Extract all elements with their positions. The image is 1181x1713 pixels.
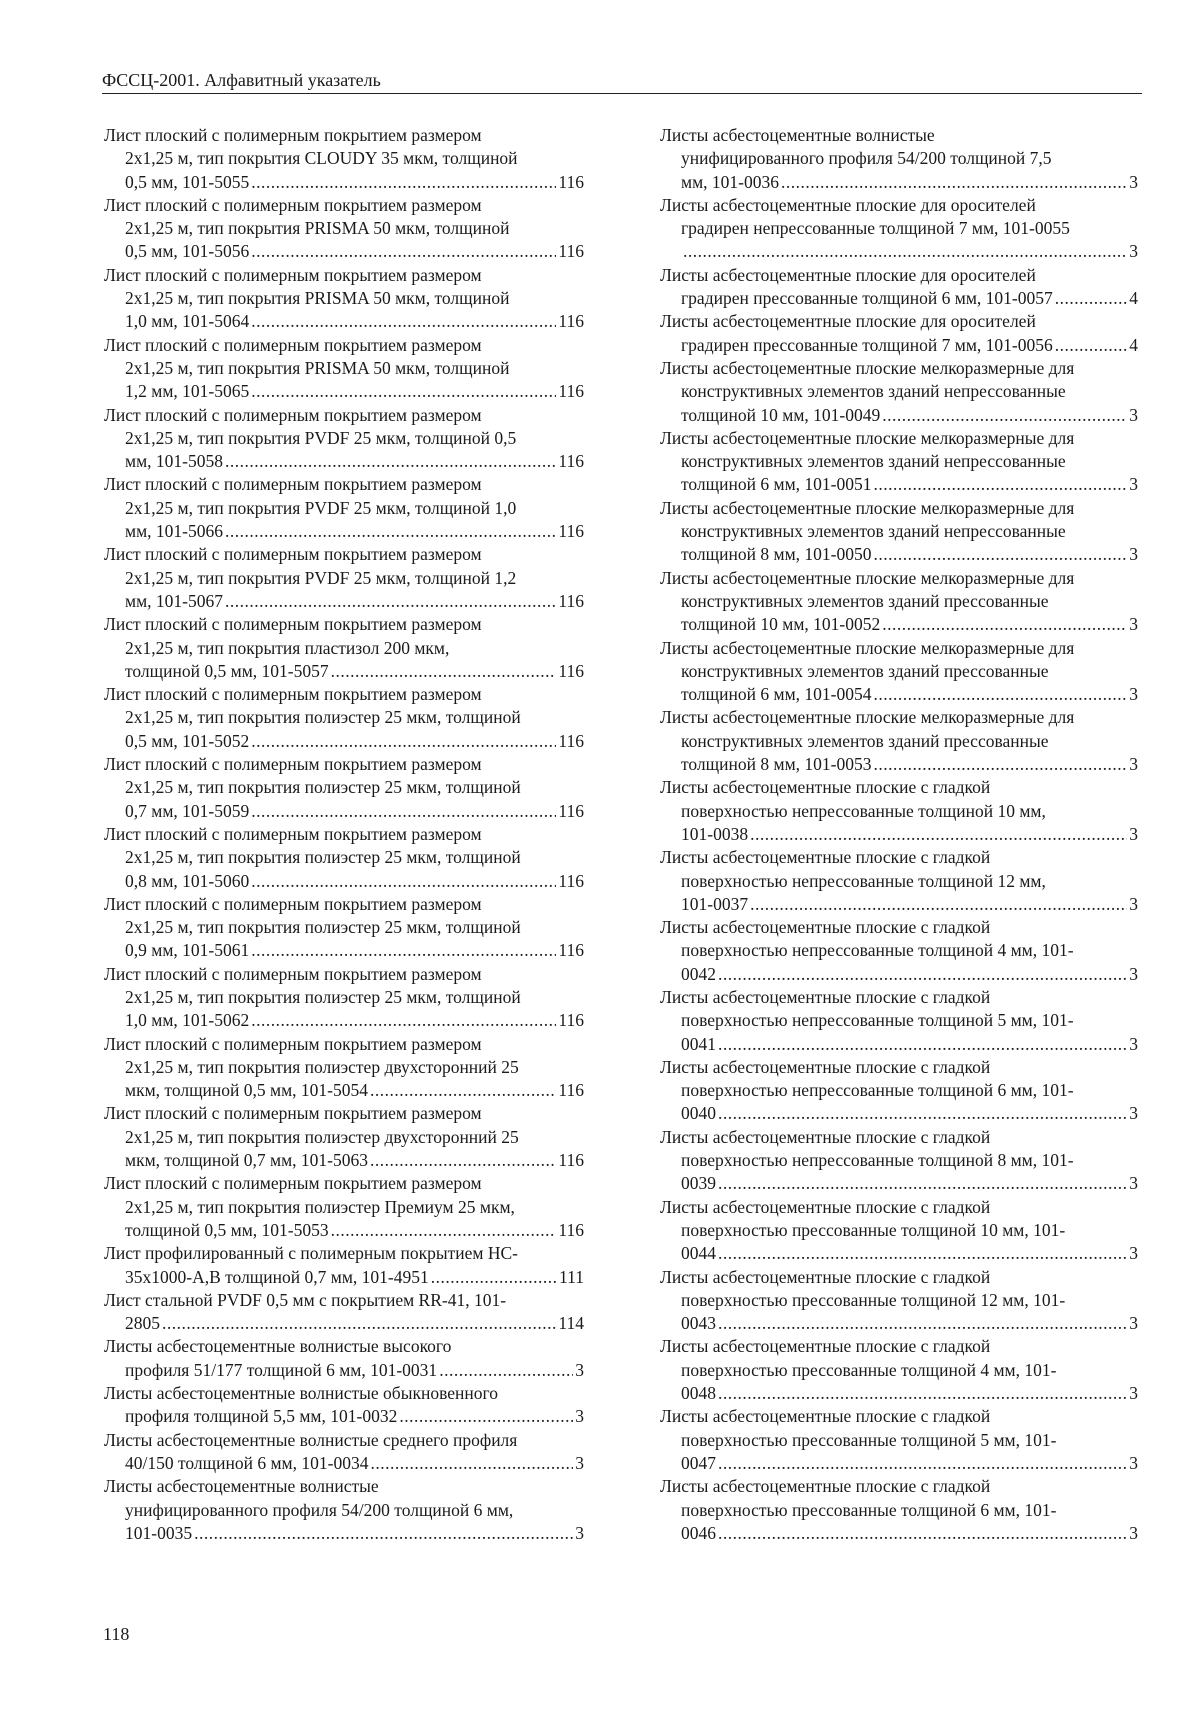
index-page-ref: 114: [558, 1313, 584, 1334]
index-entry-text: 2х1,25 м, тип покрытия полиэстер 25 мкм, толщиной: [125, 917, 521, 938]
index-entry-text: Листы асбестоцементные плоские с гладкой: [660, 986, 991, 1007]
index-entry-last-line: [104, 1452, 584, 1475]
dot-leader: [718, 1033, 1127, 1056]
index-entry-code: 0,5 мм, 101-5055: [125, 171, 250, 192]
dot-leader: [331, 1219, 557, 1242]
dot-leader: [251, 380, 556, 403]
dot-leader: [162, 1312, 556, 1335]
index-entry-last-line: [660, 1242, 1138, 1265]
index-entry-text: Лист плоский с полимерным покрытием размером: [104, 474, 482, 495]
index-entry: [660, 1335, 1138, 1405]
index-page-ref: 116: [558, 1080, 584, 1101]
dot-leader: [399, 1405, 573, 1428]
dot-leader: [251, 1009, 556, 1032]
dot-leader: [1055, 287, 1128, 310]
index-entry-last-line: [104, 240, 584, 263]
index-entry-code: толщиной 0,5 мм, 101-5057: [125, 660, 329, 681]
index-entry-last-line: [660, 240, 1138, 263]
index-entry-text: Листы асбестоцементные плоские с гладкой: [660, 1056, 991, 1077]
index-entry-text: поверхностью непрессованные толщиной 5 мм, 101-: [681, 1010, 1074, 1031]
index-page-ref: 3: [575, 1359, 584, 1380]
dot-leader: [251, 171, 556, 194]
index-entry: [660, 310, 1138, 357]
index-entry: [104, 1033, 584, 1103]
dot-leader: [251, 240, 556, 263]
index-entry-text: конструктивных элементов зданий непрессованные: [681, 381, 1066, 402]
index-entry: [104, 1475, 584, 1545]
index-page-ref: 116: [558, 590, 584, 611]
index-entry-code: 2805: [125, 1313, 160, 1334]
index-entry-text: поверхностью прессованные толщиной 4 мм, 101-: [681, 1359, 1057, 1380]
index-entry-text: конструктивных элементов зданий прессованные: [681, 730, 1049, 751]
dot-leader: [1055, 334, 1128, 357]
index-entry: [660, 124, 1138, 194]
index-entry: [660, 1126, 1138, 1196]
index-column-left: [104, 124, 584, 1545]
index-entry-code: 35х1000-А,В толщиной 0,7 мм, 101-4951: [125, 1266, 429, 1287]
index-page-ref: 116: [558, 171, 584, 192]
index-entry-text: поверхностью непрессованные толщиной 6 мм, 101-: [681, 1080, 1074, 1101]
dot-leader: [194, 1522, 573, 1545]
index-entry-text: Листы асбестоцементные плоские мелкоразмерные для: [660, 637, 1075, 658]
index-entry-last-line: [104, 171, 584, 194]
dot-leader: [251, 730, 556, 753]
index-entry-code: 0042: [681, 963, 716, 984]
index-entry-last-line: [104, 939, 584, 962]
index-entry-text: Листы асбестоцементные волнистые обыкновенного: [104, 1383, 498, 1404]
index-entry: [660, 1475, 1138, 1545]
dot-leader: [882, 404, 1127, 427]
index-entry-text: Лист плоский с полимерным покрытием размером: [104, 264, 482, 285]
index-entry-code: 40/150 толщиной 6 мм, 101-0034: [125, 1452, 369, 1473]
dot-leader: [370, 1452, 573, 1475]
index-page-ref: 3: [1129, 1173, 1138, 1194]
index-entry-last-line: [660, 543, 1138, 566]
index-entry-text: Листы асбестоцементные плоские мелкоразмерные для: [660, 707, 1075, 728]
index-entry-text: Лист плоский с полимерным покрытием размером: [104, 963, 482, 984]
index-page-ref: 4: [1129, 288, 1138, 309]
index-entry-code: толщиной 8 мм, 101-0053: [681, 754, 872, 775]
index-entry-last-line: [104, 730, 584, 753]
index-entry-text: поверхностью прессованные толщиной 5 мм, 101-: [681, 1429, 1057, 1450]
index-entry-last-line: [104, 1219, 584, 1242]
dot-leader: [431, 1266, 557, 1289]
index-page-ref: 3: [1129, 684, 1138, 705]
index-entry-text: Лист плоский с полимерным покрытием размером: [104, 125, 482, 145]
index-entry-code: 0048: [681, 1383, 716, 1404]
index-entry-code: 0039: [681, 1173, 716, 1194]
index-entry-last-line: [104, 1312, 584, 1335]
dot-leader: [718, 1242, 1127, 1265]
index-entry-last-line: [660, 1033, 1138, 1056]
index-entry: [660, 986, 1138, 1056]
index-entry-text: 2х1,25 м, тип покрытия пластизол 200 мкм,: [125, 637, 450, 658]
index-entry-code: толщиной 0,5 мм, 101-5053: [125, 1219, 329, 1240]
index-entry-last-line: [104, 380, 584, 403]
index-entry-text: Лист плоский с полимерным покрытием размером: [104, 684, 482, 705]
index-entry: [104, 1289, 584, 1336]
index-entry-code: 101-0038: [681, 823, 749, 844]
index-entry: [104, 1242, 584, 1289]
index-entry-text: 2х1,25 м, тип покрытия полиэстер двухсторонний 25: [125, 1056, 519, 1077]
index-entry-code: мкм, толщиной 0,5 мм, 101-5054: [125, 1080, 368, 1101]
index-entry: [660, 1405, 1138, 1475]
dot-leader: [718, 1172, 1127, 1195]
index-entry-code: профиля толщиной 5,5 мм, 101-0032: [125, 1406, 398, 1427]
index-entry-text: 2х1,25 м, тип покрытия PRISMA 50 мкм, толщиной: [125, 357, 510, 378]
index-entry-text: Листы асбестоцементные плоские с гладкой: [660, 777, 991, 798]
dot-leader: [750, 823, 1127, 846]
index-entry: [104, 1172, 584, 1242]
index-entry-last-line: [660, 683, 1138, 706]
index-entry-last-line: [660, 171, 1138, 194]
dot-leader: [873, 683, 1127, 706]
index-entry-text: Листы асбестоцементные плоские с гладкой: [660, 1266, 991, 1287]
index-entry-last-line: [104, 870, 584, 893]
dot-leader: [251, 939, 556, 962]
index-entry-text: поверхностью непрессованные толщиной 8 мм, 101-: [681, 1150, 1074, 1171]
index-page-ref: 3: [575, 1522, 584, 1543]
index-entry: [104, 473, 584, 543]
index-entry: [660, 194, 1138, 264]
index-entry-text: Лист плоский с полимерным покрытием размером: [104, 1103, 482, 1124]
index-entry-text: градирен непрессованные толщиной 7 мм, 101-0055: [681, 218, 1070, 239]
index-entry-code: градирен прессованные толщиной 6 мм, 101-0057: [681, 288, 1053, 309]
index-entry-text: конструктивных элементов зданий прессованные: [681, 660, 1049, 681]
index-entry-last-line: [660, 1102, 1138, 1125]
index-entry-text: Листы асбестоцементные плоские мелкоразмерные для: [660, 567, 1075, 588]
index-entry: [660, 357, 1138, 427]
index-entry-text: поверхностью прессованные толщиной 10 мм, 101-: [681, 1219, 1066, 1240]
index-entry-text: Лист профилированный с полимерным покрытием НС-: [104, 1243, 519, 1264]
dot-leader: [750, 893, 1127, 916]
index-entry-text: Листы асбестоцементные плоские с гладкой: [660, 1126, 991, 1147]
index-entry-code: 101-0035: [125, 1522, 193, 1543]
index-entry-text: Лист плоский с полимерным покрытием размером: [104, 823, 482, 844]
index-entry-text: поверхностью непрессованные толщиной 12 мм,: [681, 870, 1046, 891]
index-entry: [660, 567, 1138, 637]
index-entry: [660, 846, 1138, 916]
index-entry-last-line: [660, 823, 1138, 846]
index-page-ref: 3: [1129, 1313, 1138, 1334]
index-entry-text: Лист плоский с полимерным покрытием размером: [104, 1033, 482, 1054]
index-entry-code: 0,9 мм, 101-5061: [125, 940, 250, 961]
index-entry-code: мм, 101-5066: [125, 521, 223, 542]
index-entry-last-line: [660, 963, 1138, 986]
index-entry-code: толщиной 8 мм, 101-0050: [681, 544, 872, 565]
index-entry-text: Лист плоский с полимерным покрытием размером: [104, 754, 482, 775]
index-page-ref: 116: [558, 940, 584, 961]
dot-leader: [251, 310, 556, 333]
index-entry-last-line: [104, 1149, 584, 1172]
index-entry: [660, 1196, 1138, 1266]
index-entry-text: 2х1,25 м, тип покрытия PVDF 25 мкм, толщиной 1,2: [125, 567, 517, 588]
index-entry-text: Листы асбестоцементные плоские с гладкой: [660, 847, 991, 868]
index-entry-text: 2х1,25 м, тип покрытия полиэстер Премиум 25 мкм,: [125, 1196, 515, 1217]
index-entry-code: 1,0 мм, 101-5062: [125, 1010, 250, 1031]
index-entry-code: 0046: [681, 1522, 716, 1543]
index-entry-text: конструктивных элементов зданий непрессованные: [681, 521, 1066, 542]
index-page-ref: 3: [1129, 404, 1138, 425]
index-entry-code: 0,7 мм, 101-5059: [125, 800, 250, 821]
index-entry: [104, 264, 584, 334]
index-page-ref: 3: [1129, 241, 1138, 262]
index-entry-code: мм, 101-5058: [125, 451, 223, 472]
dot-leader: [718, 963, 1127, 986]
index-entry: [660, 916, 1138, 986]
index-entry-text: Листы асбестоцементные волнистые высокого: [104, 1336, 452, 1357]
index-page-ref: 3: [1129, 1383, 1138, 1404]
header-rule: [102, 93, 1142, 94]
index-entry-text: 2х1,25 м, тип покрытия PRISMA 50 мкм, толщиной: [125, 218, 510, 239]
index-entry-text: Листы асбестоцементные волнистые: [660, 125, 935, 145]
index-entry-last-line: [104, 1522, 584, 1545]
index-entry-last-line: [660, 404, 1138, 427]
index-entry: [104, 963, 584, 1033]
index-entry-code: мм, 101-0036: [681, 171, 779, 192]
index-page-ref: 3: [1129, 1452, 1138, 1473]
index-entry: [104, 194, 584, 264]
dot-leader: [251, 800, 556, 823]
dot-leader: [331, 660, 557, 683]
index-entry-text: Листы асбестоцементные плоские мелкоразмерные для: [660, 497, 1075, 518]
dot-leader: [718, 1452, 1127, 1475]
index-entry: [660, 264, 1138, 311]
index-page-ref: 116: [558, 1219, 584, 1240]
index-page-ref: 116: [558, 730, 584, 751]
index-entry-text: поверхностью непрессованные толщиной 10 мм,: [681, 800, 1046, 821]
index-entry-code: 1,2 мм, 101-5065: [125, 381, 250, 402]
index-entry-last-line: [104, 450, 584, 473]
index-entry: [660, 637, 1138, 707]
dot-leader: [718, 1102, 1127, 1125]
dot-leader: [439, 1359, 573, 1382]
dot-leader: [882, 613, 1127, 636]
index-entry-last-line: [104, 800, 584, 823]
index-column-right: [660, 124, 1138, 1545]
index-entry-text: Листы асбестоцементные волнистые: [104, 1476, 379, 1497]
index-entry-last-line: [104, 660, 584, 683]
index-entry-text: 2х1,25 м, тип покрытия PVDF 25 мкм, толщиной 1,0: [125, 497, 517, 518]
index-entry-last-line: [660, 1172, 1138, 1195]
index-entry-text: унифицированного профиля 54/200 толщиной 6 мм,: [125, 1499, 514, 1520]
index-page-ref: 3: [1129, 823, 1138, 844]
index-entry-code: профиля 51/177 толщиной 6 мм, 101-0031: [125, 1359, 438, 1380]
dot-leader: [718, 1382, 1127, 1405]
index-page-ref: 3: [1129, 1103, 1138, 1124]
index-page-ref: 3: [1129, 963, 1138, 984]
index-page-ref: 116: [558, 800, 584, 821]
index-page-ref: 116: [558, 1010, 584, 1031]
index-entry-code: толщиной 10 мм, 101-0049: [681, 404, 881, 425]
index-entry-last-line: [660, 753, 1138, 776]
index-entry: [660, 427, 1138, 497]
index-entry-last-line: [104, 1359, 584, 1382]
dot-leader: [718, 1312, 1127, 1335]
index-entry-text: 2х1,25 м, тип покрытия полиэстер 25 мкм, толщиной: [125, 986, 521, 1007]
index-entry: [660, 776, 1138, 846]
index-entry-last-line: [660, 1382, 1138, 1405]
index-entry-text: Листы асбестоцементные плоские для оросителей: [660, 311, 1036, 332]
index-entry-last-line: [660, 473, 1138, 496]
index-entry-text: Листы асбестоцементные плоские с гладкой: [660, 1196, 991, 1217]
index-entry: [104, 613, 584, 683]
index-page-ref: 116: [558, 1150, 584, 1171]
index-entry-text: конструктивных элементов зданий непрессованные: [681, 451, 1066, 472]
index-entry-last-line: [660, 1312, 1138, 1335]
index-page-ref: 3: [1129, 754, 1138, 775]
index-entry-code: градирен прессованные толщиной 7 мм, 101-0056: [681, 334, 1053, 355]
index-entry-code: толщиной 6 мм, 101-0051: [681, 474, 872, 495]
index-entry-text: Листы асбестоцементные плоские для оросителей: [660, 194, 1036, 215]
index-entry-text: Лист плоский с полимерным покрытием размером: [104, 334, 482, 355]
index-entry-last-line: [660, 893, 1138, 916]
index-entry: [104, 334, 584, 404]
index-entry-text: Листы асбестоцементные плоские с гладкой: [660, 1336, 991, 1357]
index-entry-code: 101-0037: [681, 893, 749, 914]
index-entry-text: 2х1,25 м, тип покрытия полиэстер 25 мкм, толщиной: [125, 847, 521, 868]
index-page-ref: 116: [558, 870, 584, 891]
index-entry-text: поверхностью непрессованные толщиной 4 мм, 101-: [681, 940, 1074, 961]
index-entry: [104, 683, 584, 753]
dot-leader: [251, 870, 556, 893]
dot-leader: [225, 520, 556, 543]
index-entry-code: толщиной 10 мм, 101-0052: [681, 614, 881, 635]
index-entry-code: 0044: [681, 1243, 716, 1264]
index-entry-last-line: [104, 1266, 584, 1289]
dot-leader: [718, 1522, 1127, 1545]
index-page-ref: 3: [1129, 544, 1138, 565]
dot-leader: [370, 1149, 556, 1172]
index-entry-code: 1,0 мм, 101-5064: [125, 311, 250, 332]
dot-leader: [370, 1079, 556, 1102]
index-entry-last-line: [104, 590, 584, 613]
index-entry: [660, 1056, 1138, 1126]
index-entry-text: Лист плоский с полимерным покрытием размером: [104, 1173, 482, 1194]
index-entry-text: Листы асбестоцементные плоские с гладкой: [660, 1406, 991, 1427]
index-entry-text: Листы асбестоцементные плоские для оросителей: [660, 264, 1036, 285]
index-page-ref: 4: [1129, 334, 1138, 355]
index-entry-code: 0,8 мм, 101-5060: [125, 870, 250, 891]
index-entry-text: 2х1,25 м, тип покрытия полиэстер 25 мкм, толщиной: [125, 707, 521, 728]
index-entry-code: 0043: [681, 1313, 716, 1334]
index-entry: [660, 497, 1138, 567]
dot-leader: [873, 543, 1127, 566]
index-entry: [104, 823, 584, 893]
index-entry: [104, 1102, 584, 1172]
dot-leader: [225, 450, 556, 473]
index-page-ref: 111: [559, 1266, 584, 1287]
index-entry-text: Лист плоский с полимерным покрытием размером: [104, 544, 482, 565]
index-entry: [104, 893, 584, 963]
index-page-ref: 3: [575, 1452, 584, 1473]
index-entry-text: Листы асбестоцементные плоские мелкоразмерные для: [660, 427, 1075, 448]
index-entry-text: Лист плоский с полимерным покрытием размером: [104, 404, 482, 425]
index-entry: [660, 1266, 1138, 1336]
index-entry-text: поверхностью прессованные толщиной 6 мм, 101-: [681, 1499, 1057, 1520]
index-entry-last-line: [660, 287, 1138, 310]
index-entry-code: мм, 101-5067: [125, 590, 223, 611]
index-entry: [104, 753, 584, 823]
index-page-ref: 3: [1129, 1033, 1138, 1054]
index-entry: [104, 1335, 584, 1382]
index-entry-code: 0,5 мм, 101-5056: [125, 241, 250, 262]
index-page-ref: 116: [558, 521, 584, 542]
index-entry-text: 2х1,25 м, тип покрытия полиэстер двухсторонний 25: [125, 1126, 519, 1147]
index-page-ref: 116: [558, 241, 584, 262]
index-page-ref: 3: [1129, 893, 1138, 914]
index-entry: [660, 706, 1138, 776]
index-entry-text: Листы асбестоцементные плоские с гладкой: [660, 1476, 991, 1497]
index-entry-text: Лист плоский с полимерным покрытием размером: [104, 614, 482, 635]
index-page-ref: 3: [1129, 1522, 1138, 1543]
dot-leader: [781, 171, 1127, 194]
index-page-ref: 3: [1129, 171, 1138, 192]
index-entry-text: 2х1,25 м, тип покрытия CLOUDY 35 мкм, толщиной: [125, 148, 518, 169]
index-page-ref: 3: [1129, 474, 1138, 495]
dot-leader: [873, 753, 1127, 776]
index-entry-last-line: [660, 334, 1138, 357]
running-header: ФССЦ-2001. Алфавитный указатель: [102, 70, 381, 90]
index-entry-last-line: [104, 1079, 584, 1102]
index-entry: [104, 1429, 584, 1476]
index-entry-last-line: [660, 1522, 1138, 1545]
index-entry: [104, 124, 584, 194]
index-entry-text: 2х1,25 м, тип покрытия PVDF 25 мкм, толщиной 0,5: [125, 427, 517, 448]
index-entry: [104, 404, 584, 474]
dot-leader: [225, 590, 556, 613]
index-entry: [104, 1382, 584, 1429]
index-entry-last-line: [660, 1452, 1138, 1475]
index-entry-text: Лист плоский с полимерным покрытием размером: [104, 893, 482, 914]
index-page-ref: 3: [1129, 1243, 1138, 1264]
index-entry-text: конструктивных элементов зданий прессованные: [681, 590, 1049, 611]
index-entry-text: 2х1,25 м, тип покрытия полиэстер 25 мкм, толщиной: [125, 777, 521, 798]
index-page-ref: 116: [558, 381, 584, 402]
index-entry-code: 0,5 мм, 101-5052: [125, 730, 250, 751]
page-number: 118: [103, 1624, 130, 1644]
index-page-ref: 3: [1129, 614, 1138, 635]
index-entry-code: 0047: [681, 1452, 716, 1473]
index-entry-text: Лист стальной PVDF 0,5 мм с покрытием RR-41, 101-: [104, 1289, 507, 1310]
dot-leader: [683, 240, 1127, 263]
index-entry: [104, 543, 584, 613]
index-page-ref: 116: [558, 660, 584, 681]
index-entry-text: поверхностью прессованные толщиной 12 мм, 101-: [681, 1289, 1066, 1310]
index-entry-code: мкм, толщиной 0,7 мм, 101-5063: [125, 1150, 368, 1171]
dot-leader: [873, 473, 1127, 496]
index-entry-code: толщиной 6 мм, 101-0054: [681, 684, 872, 705]
index-entry-text: Листы асбестоцементные плоские мелкоразмерные для: [660, 357, 1075, 378]
index-entry-text: Листы асбестоцементные плоские с гладкой: [660, 917, 991, 938]
index-entry-text: Листы асбестоцементные волнистые среднего профиля: [104, 1429, 518, 1450]
index-entry-text: Лист плоский с полимерным покрытием размером: [104, 194, 482, 215]
index-entry-last-line: [660, 613, 1138, 636]
index-entry-last-line: [104, 1405, 584, 1428]
index-page-ref: 116: [558, 451, 584, 472]
index-entry-last-line: [104, 520, 584, 543]
index-entry-text: 2х1,25 м, тип покрытия PRISMA 50 мкм, толщиной: [125, 288, 510, 309]
index-entry-code: 0041: [681, 1033, 716, 1054]
index-page-ref: 116: [558, 311, 584, 332]
index-entry-text: унифицированного профиля 54/200 толщиной 7,5: [681, 148, 1052, 169]
index-entry-last-line: [104, 1009, 584, 1032]
index-page-ref: 3: [575, 1406, 584, 1427]
index-entry-code: 0040: [681, 1103, 716, 1124]
index-entry-last-line: [104, 310, 584, 333]
